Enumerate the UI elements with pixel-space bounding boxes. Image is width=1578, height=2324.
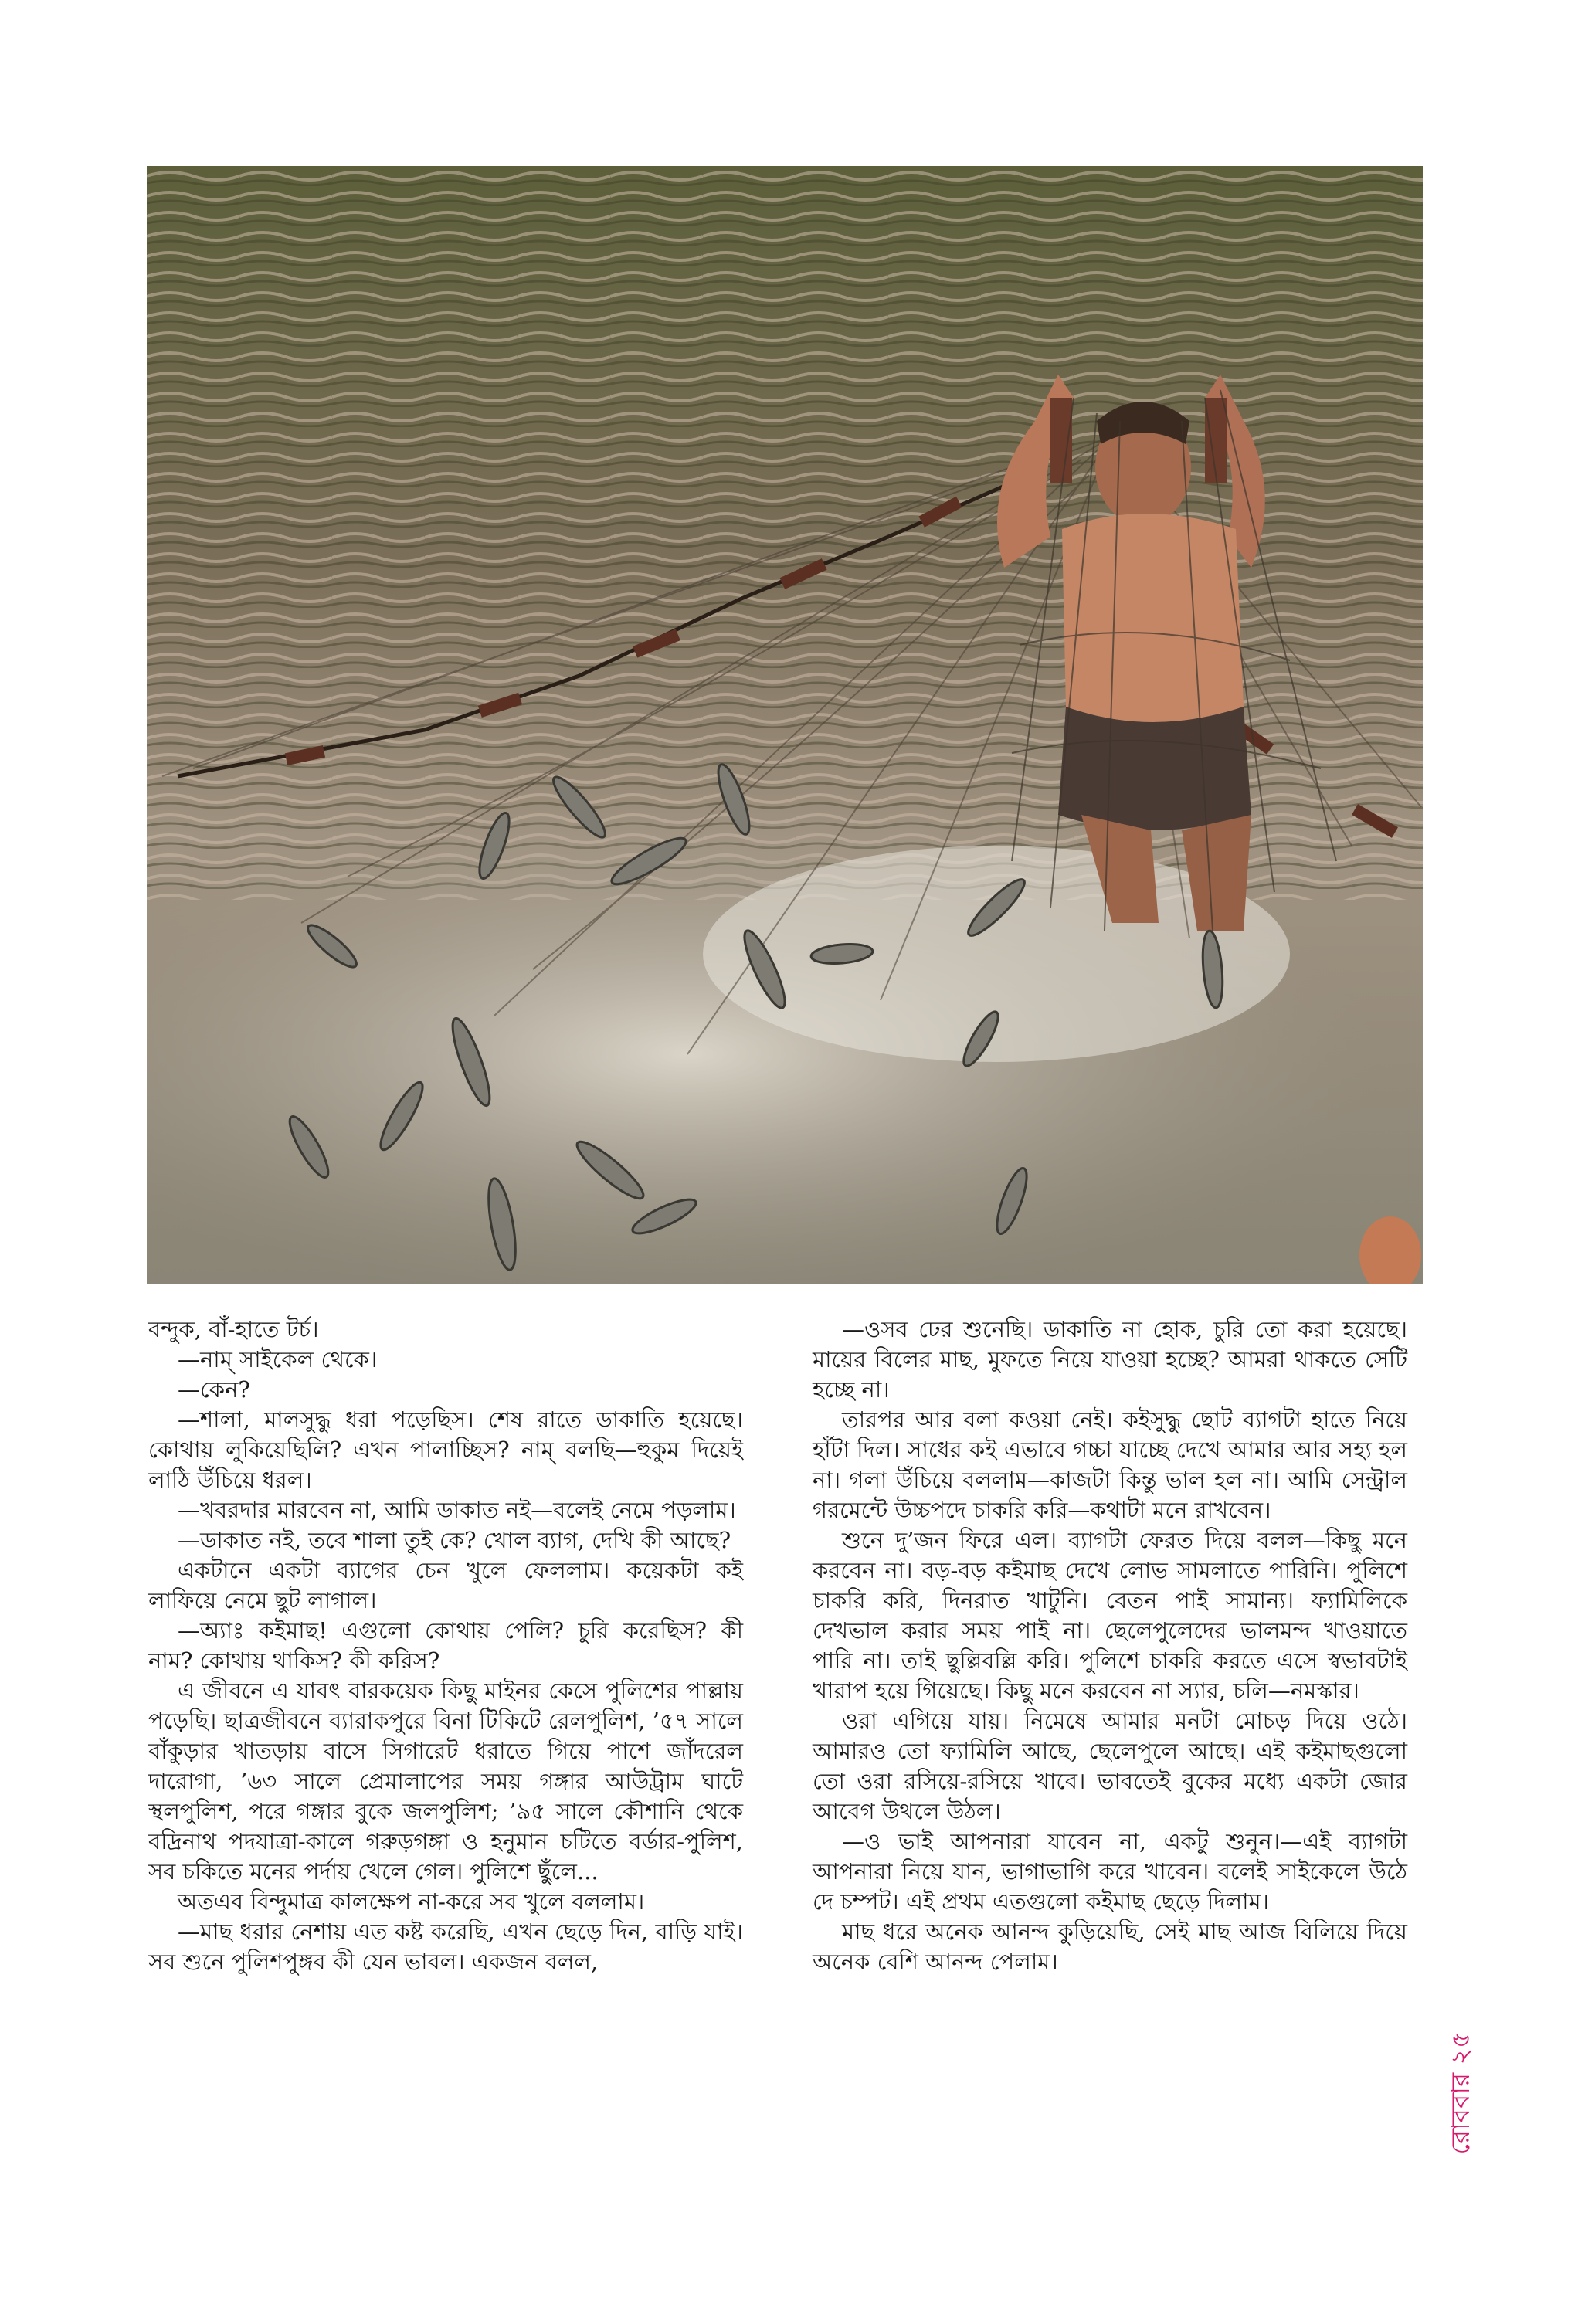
article-column-left [148, 1315, 743, 1977]
fisherman-net-photo [147, 166, 1423, 1284]
paragraph: তারপর আর বলা কওয়া নেই। কইসুদ্ধু ছোট ব্যাগটা হাতে নিয়ে হাঁটা দিল। সাধের কই এভাবে গচ্চা যাচ্ছে দেখে আমার আর সহ্য হল না। গলা উঁচিয়ে বললাম—কাজটা কিন্তু ভাল হল না। আমি সেন্ট্রাল গরমেন্টে উচ্চপদে চাকরি করি—কথাটা মনে রাখবেন। [813, 1406, 1407, 1523]
paragraph: —ডাকাত নই, তবে শালা তুই কে? খোল ব্যাগ, দেখি কী আছে? [178, 1527, 731, 1553]
paragraph: —মাছ ধরার নেশায় এত কষ্ট করেছি, এখন ছেড়ে দিন, বাড়ি যাই। সব শুনে পুলিশপুঙ্গব কী যেন ভাবল। একজন বলল, [148, 1919, 743, 1975]
paragraph: —কেন? [178, 1376, 250, 1403]
paragraph: এ জীবনে এ যাবৎ বারকয়েক কিছু মাইনর কেসে পুলিশের পাল্লায় পড়েছি। ছাত্রজীবনে ব্যারাকপুরে বিনা টিকিটে রেলপুলিশ, ’৫৭ সালে বাঁকুড়ার খাতড়ায় বাসে সিগারেট ধরাতে গিয়ে পাশে জাঁদরেল দারোগা, ’৬৩ সালে প্রেমালাপের সময় গঙ্গার আউট্রাম ঘাটে স্থলপুলিশ, পরে গঙ্গার বুকে জলপুলিশ; ’৯৫ সালে কৌশানি থেকে বদ্রিনাথ পদযাত্রা-কালে গরুড়গঙ্গা ও হনুমান চটিতে বর্ডার-পুলিশ, সব চকিতে মনের পর্দায় খেলে গেল। পুলিশে ছুঁলে... [148, 1678, 743, 1885]
paragraph: বন্দুক, বাঁ-হাতে টর্চ। [148, 1316, 319, 1342]
paragraph: —ও ভাই আপনারা যাবেন না, একটু শুনুন।—এই ব্যাগটা আপনারা নিয়ে যান, ভাগাভাগি করে খাবেন। বলেই সাইকেলে উঠে দে চম্পট। এই প্রথম এতগুলো কইমাছ ছেড়ে দিলাম। [813, 1828, 1407, 1915]
paragraph: ওরা এগিয়ে যায়। নিমেষে আমার মনটা মোচড় দিয়ে ওঠে। আমারও তো ফ্যামিলি আছে, ছেলেপুলে আছে। এই কইমাছগুলো তো ওরা রসিয়ে-রসিয়ে খাবে। ভাবতেই বুকের মধ্যে একটা জোর আবেগ উথলে উঠল। [813, 1708, 1407, 1824]
paragraph: —অ্যাঃ কইমাছ! এগুলো কোথায় পেলি? চুরি করেছিস? কী নাম? কোথায় থাকিস? কী করিস? [148, 1617, 743, 1674]
paragraph: একটানে একটা ব্যাগের চেন খুলে ফেললাম। কয়েকটা কই লাফিয়ে নেমে ছুট লাগাল। [148, 1557, 743, 1613]
page-footer-vertical [1443, 1962, 1481, 2224]
paragraph: —ওসব ঢের শুনেছি। ডাকাতি না হোক, চুরি তো করা হয়েছে। মায়ের বিলের মাছ, মুফতে নিয়ে যাওয়া হচ্ছে? আমরা থাকতে সেটি হচ্ছে না। [813, 1316, 1407, 1403]
paragraph: —নাম্‌ সাইকেল থেকে। [178, 1346, 378, 1372]
paragraph: অতএব বিন্দুমাত্র কালক্ষেপ না-করে সব খুলে বললাম। [178, 1888, 645, 1915]
paragraph: শুনে দু’জন ফিরে এল। ব্যাগটা ফেরত দিয়ে বলল—কিছু মনে করবেন না। বড়-বড় কইমাছ দেখে লোভ সামলাতে পারিনি। পুলিশে চাকরি করি, দিনরাত খাটুনি। বেতন পাই সামান্য। ফ্যামিলিকে দেখভাল করার সময় পাই না। ছেলেপুলেদের ভালমন্দ খাওয়াতে পারি না। তাই ছুল্লিবল্লি করি। পুলিশে চাকরি করতে এসে স্বভাবটাই খারাপ হয়ে গিয়েছে। কিছু মনে করবেন না স্যার, চলি—নমস্কার। [813, 1527, 1407, 1704]
photo [147, 166, 1423, 1284]
magazine-page-label: রোববার ২৫ [1445, 2031, 1475, 2155]
paragraph: —শালা, মালসুদ্ধু ধরা পড়েছিস। শেষ রাতে ডাকাতি হয়েছে। কোথায় লুকিয়েছিলি? এখন পালাচ্ছিস? নাম্‌ বলছি—হুকুম দিয়েই লাঠি উঁচিয়ে ধরল। [148, 1406, 743, 1493]
article-column-right [813, 1315, 1407, 1977]
paragraph: মাছ ধরে অনেক আনন্দ কুড়িয়েছি, সেই মাছ আজ বিলিয়ে দিয়ে অনেক বেশি আনন্দ পেলাম। [813, 1919, 1407, 1975]
paragraph: —খবরদার মারবেন না, আমি ডাকাত নই—বলেই নেমে পড়লাম। [178, 1497, 736, 1523]
